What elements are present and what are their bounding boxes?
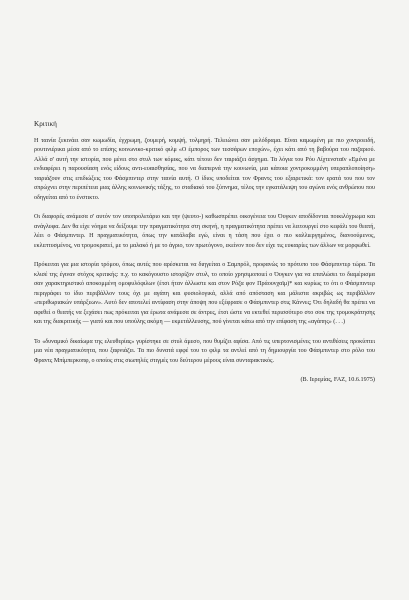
paragraph-4: Το «δυναμικό δικαίωμα της ελευθερίας» γυρίστηκε σε στυλ άμεσο, που θυμίζει αφίσα. Από τις υπερτονισμένες του αντιθέσεις προκύπτει μια νέα πραγματικότητα, που ξαφνιάζει. Τα πιο δυνατά εφφέ του το φιλμ τα αντλεί από τη δημιουργία του Φάσμπιντερ στο ρόλο του Φραντς Μπίμπερκοπφ, ο οποίος στις σιωπηλές στιγμές του δεύτερου μέρους είναι συνταρακτικός. [34,338,375,364]
paragraph-1: Η ταινία ξεκινάει σαν κωμωδία, έγχρωμη, ζουμερή, κομψή, τολμηρή. Τελειώνει σαν μελόδραμα. Είναι καμωμένη με πιο χοντροειδή, ρουτινιέρικα μέσα από το επίσης κοινωνικο-κριτικό φιλμ «Ο έμπορος των τεσσάρων εποχών», έχει κάτι από τη βαβούρα του παζαριού. Αλλά σ' αυτή την ιστορία, που μένει στο στυλ των κόμικς, κάτι τέτοιο δεν ταιριάζει άσχημα. Τα λόγια του Ρόυ Λίχτενσταϊν «Εμένα με ενδιαφέρει η παρουσίαση ενός είδους αντι-ευαισθησίας, που να διαπερνά την κοινωνία, μια κάποια χοντροκομμένη υπεραπλοποίηση» ταιριάζουν στις επιδιώξεις του Φάσμπιντερ στην ταινία αυτή. Ο ίδιος υποδείται τον Φραντς του εξαιρετικά: τον ερατά του που τον σπρώχνει στην περιπέτεια μιας άλλης κοινωνικής τάξης, το σταδιακό του ξύπνημα, τέλος την εγκατάλειψη του αγώνα ενός ανθρώπου που οδηγείται από το ένστικτο. [34,138,375,201]
citation: (Β. Ιερεμίας, FAZ, 10.6.1975) [300,376,375,384]
paragraph-3: Πρόκειται για μια ιστορία τρόμου, όπως αυτές που αρέσκεται να διηγείται ο Σαμπρόλ, προφανώς το πρότυπο του Φάσμπιντερ τώρα. Τα κλισέ της έγιναν στόχος κριτικής: π.χ. το κακόγουστο ιστορίζον στυλ, το οποίο χρησιμοποιεί ο Όυγκεν για να επιπλώσει το διαμέρισμα σαν χαρακτηριστικό αποκομμένη ομοφυλόφιλων (έτσι ήταν άλλωστε και στον Ρόζα φον Πράουνχαϊμ)* και κυρίως το ότι ο Φάσμπιντερ περιγράφει το ίδιο περιβάλλον τους όχι με αγάπη και φυσιολογικά, αλλά από απόσταση και μάλιστα ακριβώς ως περιβάλλον «περιθωριακών υπάρξεων». Αυτό δεν αποτελεί αντίφαση στην άποψη που εξέφρασε ο Φάσμπιντερ στις Κάννες; Ότι δηλαδή θα πρέπει να αφεθεί ο θεατής να ξεχάσει πως πρόκειται για έρωτα ανάμεσα σε άντρες, έτσι ώστε να εκτεθεί περισσότερο στο σοκ της τρομοκράτησης και της διακριτικής — γιατύ και που υπούλης ακόμη — εκμετάλλευσης, πού γίνεται κάτω από την επίφαση της «αγάπης» (. . .) [34,262,375,326]
paragraph-2: Οι διαφορές ανάμεσα σ' αυτόν τον υποπρολετάριο και την (ψευτο-) καθωσπρέπει οικογένεια του Όυγκεν αποδίδονται ποικιλόχρωμα και ανάγλυφα. Δεν θα είχε νόημα να δείξουμε την πραγματικότητα στη σκηνή, η πραγματικότητα πρέπει να λειτουργεί στο κεφάλι του θεατή, λέει ο Φάσμπιντερ. Η πραγματικότητα, όπως την κατάλαβα εγώ, είναι η τάση που έχει ο πιο καλλιεργημένος, διανοούμενος, εκλεπτυσμένος, να τρομοκρατεί, με το μαλακό ή με το άγριο, τον πρωτόγονο, εκείνον που δεν είχε τις ευκαιρίες των άλλων να μορφωθεί. [34,214,375,249]
section-heading: Κριτική [34,120,57,128]
